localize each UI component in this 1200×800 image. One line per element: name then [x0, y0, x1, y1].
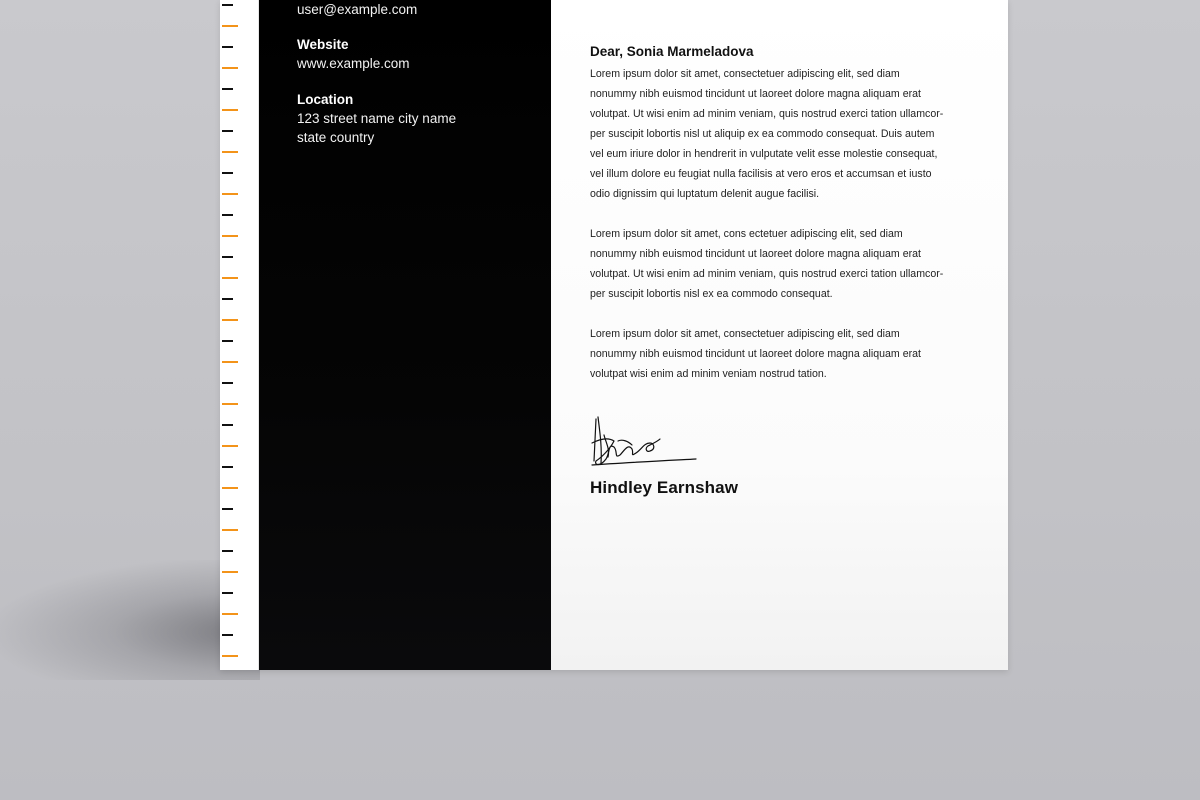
ruler-tick — [222, 382, 233, 384]
ruler-tick — [222, 235, 238, 237]
letter-paragraph: Lorem ipsum dolor sit amet, consectetuer adipiscing elit, sed diam nonummy nibh euismod tincidunt ut laoreet dolore magna aliquam erat volutpat wisi enim ad minim veniam nostrud tation. — [590, 328, 921, 380]
location-label: Location — [297, 92, 354, 107]
ruler-tick — [222, 109, 238, 111]
ruler-tick — [222, 508, 233, 510]
contact-sidebar — [259, 0, 551, 670]
ruler-tick — [222, 592, 233, 594]
letter-paragraph: Lorem ipsum dolor sit amet, cons ectetuer adipiscing elit, sed diam nonummy nibh euismod tincidunt ut laoreet dolore magna aliquam erat volutpat. Ut wisi enim ad minim veniam, quis nostrud exerci tation ullamcor- per suscipit lobortis nisl ex ea commodo consequat. — [590, 228, 944, 300]
website-value: www.example.com — [297, 56, 410, 71]
ruler-tick — [222, 466, 233, 468]
ruler-tick — [222, 277, 238, 279]
location-block — [297, 91, 456, 147]
ruler-tick — [222, 361, 238, 363]
website-block — [297, 36, 410, 73]
ruler-strip — [220, 0, 259, 670]
ruler-tick — [222, 571, 238, 573]
ruler-tick — [222, 424, 233, 426]
email-value: user@example.com — [297, 2, 418, 17]
location-line-2: state country — [297, 130, 375, 145]
signer-name: Hindley Earnshaw — [590, 478, 739, 497]
ruler-tick — [222, 403, 238, 405]
ruler-tick — [222, 529, 238, 531]
ruler-tick — [222, 256, 233, 258]
ruler-tick — [222, 4, 233, 6]
ruler-tick — [222, 67, 238, 69]
ruler-tick — [222, 298, 233, 300]
handwritten-signature — [588, 413, 698, 475]
ruler-tick — [222, 193, 238, 195]
ruler-tick — [222, 655, 238, 657]
ruler-tick — [222, 214, 233, 216]
ruler-tick — [222, 319, 238, 321]
letter-paragraph: Lorem ipsum dolor sit amet, consectetuer adipiscing elit, sed diam nonummy nibh euismod tincidunt ut laoreet dolore magna aliquam erat volutpat. Ut wisi enim ad minim veniam, quis nostrud exerci tation ullamcor- per suscipit lobortis nisl ut aliquip ex ea commodo consequat. Duis autem vel eum iriure dolor in hendrerit in vulputate velit esse molestie consequat, vel illum dolore eu feugiat nulla facilisis at vero eros et accumsan et iusto odio dignissim qui luptatum delenit augue facilisi. — [590, 68, 944, 200]
ruler-tick — [222, 613, 238, 615]
salutation: Dear, Sonia Marmeladova — [590, 44, 754, 59]
ruler-tick — [222, 25, 238, 27]
ruler-tick — [222, 130, 233, 132]
letter-body — [590, 40, 980, 404]
ruler-tick — [222, 550, 233, 552]
ruler-tick — [222, 487, 238, 489]
ruler-tick — [222, 151, 238, 153]
email-block — [297, 0, 417, 19]
ruler-tick — [222, 172, 233, 174]
ruler-tick — [222, 46, 233, 48]
ruler-tick — [222, 445, 238, 447]
website-label: Website — [297, 37, 349, 52]
ruler-tick — [222, 88, 233, 90]
location-line-1: 123 street name city name — [297, 111, 457, 126]
letterhead-page — [220, 0, 1008, 670]
ruler-tick — [222, 634, 233, 636]
ruler-tick — [222, 340, 233, 342]
